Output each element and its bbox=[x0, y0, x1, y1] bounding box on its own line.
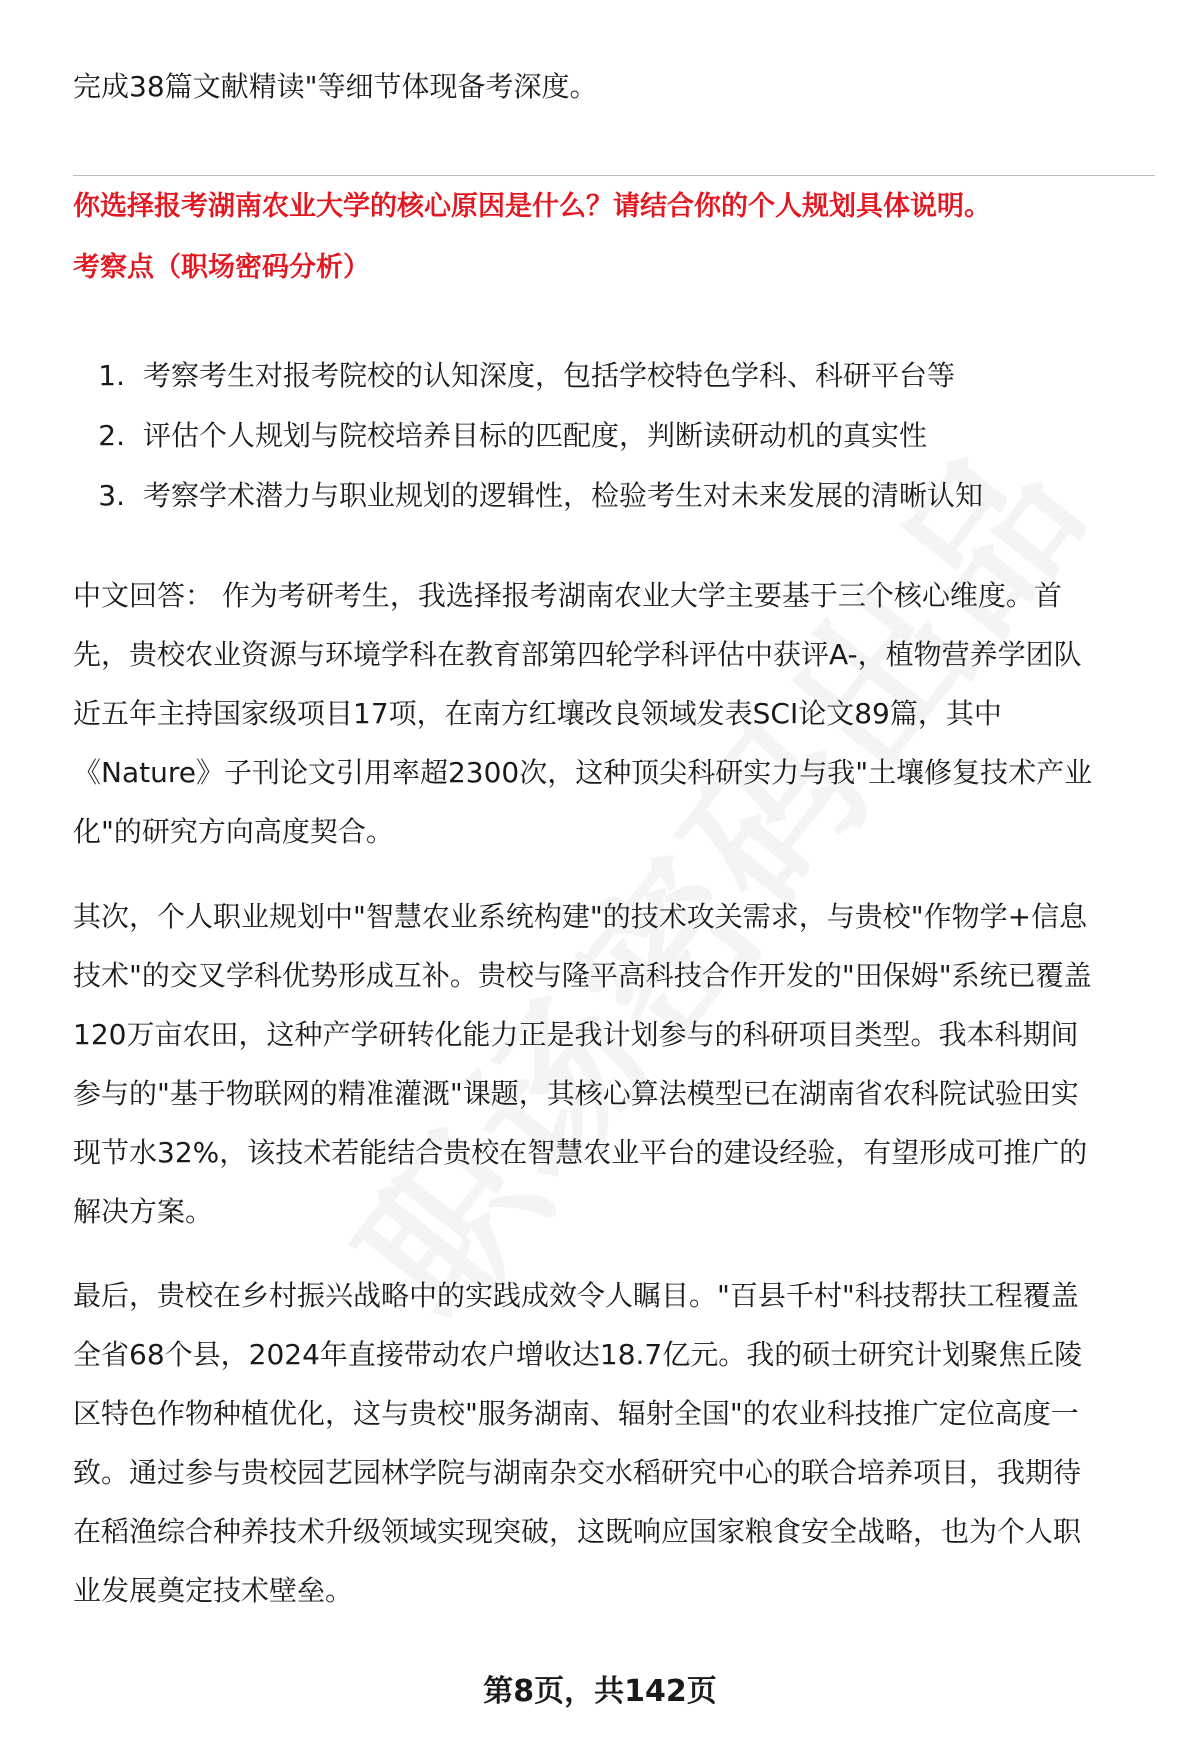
list-item bbox=[73, 355, 983, 415]
answer-paragraph-2 bbox=[73, 887, 1158, 1241]
list-number: 1. bbox=[98, 359, 125, 392]
answer-paragraph-1 bbox=[73, 566, 1158, 861]
paragraph-line: 《Nature》子刊论文引用率超2300次，这种顶尖科研实力与我"土壤修复技术产业 bbox=[73, 756, 1093, 789]
paragraph-line: 近五年主持国家级项目17项，在南方红壤改良领域发表SCI论文89篇，其中 bbox=[73, 697, 1002, 730]
paragraph-line: 现节水32%，该技术若能结合贵校在智慧农业平台的建设经验，有望形成可推广的 bbox=[73, 1136, 1088, 1169]
paragraph-line: 业发展奠定技术壁垒。 bbox=[73, 1574, 354, 1607]
paragraph-line: 参与的"基于物联网的精准灌溉"课题，其核心算法模型已在湖南省农科院试验田实 bbox=[73, 1077, 1079, 1110]
paragraph-line: 技术"的交叉学科优势形成互补。贵校与隆平高科技合作开发的"田保姆"系统已覆盖 bbox=[73, 959, 1092, 992]
list-number: 3. bbox=[98, 479, 125, 512]
list-item bbox=[73, 475, 983, 535]
paragraph-line: 最后，贵校在乡村振兴战略中的实践成效令人瞩目。"百县千村"科技帮扶工程覆盖 bbox=[73, 1279, 1079, 1312]
paragraph-line: 致。通过参与贵校园艺园林学院与湖南杂交水稻研究中心的联合培养项目，我期待 bbox=[73, 1456, 1082, 1489]
paragraph-line: 在稻渔综合种养技术升级领域实现突破，这既响应国家粮食安全战略，也为个人职 bbox=[73, 1515, 1082, 1548]
list-item bbox=[73, 415, 983, 475]
paragraph-line: 先，贵校农业资源与环境学科在教育部第四轮学科评估中获评A-，植物营养学团队 bbox=[73, 638, 1082, 671]
paragraph-line: 解决方案。 bbox=[73, 1195, 214, 1228]
list-number: 2. bbox=[98, 419, 125, 452]
paragraph-line: 120万亩农田，这种产学研转化能力正是我计划参与的科研项目类型。我本科期间 bbox=[73, 1018, 1079, 1051]
analysis-heading: 考察点（职场密码分析） bbox=[73, 252, 370, 283]
question-heading: 你选择报考湖南农业大学的核心原因是什么？请结合你的个人规划具体说明。 bbox=[73, 191, 991, 222]
page-number: 第8页，共142页 bbox=[483, 1674, 717, 1709]
list-text: 考察学术潜力与职业规划的逻辑性，检验考生对未来发展的清晰认知 bbox=[143, 479, 984, 512]
paragraph-line: 中文回答： 作为考研考生，我选择报考湖南农业大学主要基于三个核心维度。首 bbox=[73, 579, 1062, 612]
points-list bbox=[73, 355, 983, 535]
list-text: 评估个人规划与院校培养目标的匹配度，判断读研动机的真实性 bbox=[143, 419, 928, 452]
paragraph-line: 全省68个县，2024年直接带动农户增收达18.7亿元。我的硕士研究计划聚焦丘陵 bbox=[73, 1338, 1083, 1371]
divider bbox=[73, 175, 1155, 176]
paragraph-line: 区特色作物种植优化，这与贵校"服务湖南、辐射全国"的农业科技推广定位高度一 bbox=[73, 1397, 1079, 1430]
continued-text: 完成38篇文献精读"等细节体现备考深度。 bbox=[73, 70, 598, 103]
answer-paragraph-3 bbox=[73, 1266, 1158, 1620]
paragraph-line: 化"的研究方向高度契合。 bbox=[73, 815, 394, 848]
paragraph-line: 其次，个人职业规划中"智慧农业系统构建"的技术攻关需求，与贵校"作物学+信息 bbox=[73, 900, 1088, 933]
list-text: 考察考生对报考院校的认知深度，包括学校特色学科、科研平台等 bbox=[143, 359, 956, 392]
